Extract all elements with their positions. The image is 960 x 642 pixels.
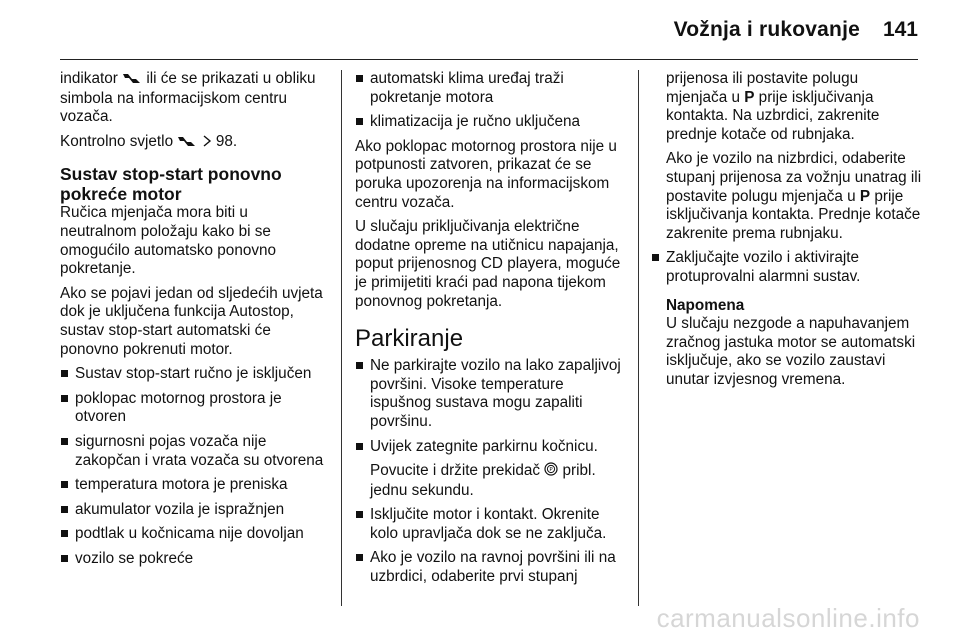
page-number: 141 bbox=[882, 18, 918, 41]
note-title: Napomena bbox=[666, 296, 745, 314]
section-title: Parkiranje bbox=[355, 325, 464, 353]
column-divider-right bbox=[638, 70, 639, 606]
paragraph: U slučaju priključivanja električne dodatne opreme na utičnicu napajanja, poput prijenosnog CD playera, moguće je primijetiti kraći pad napona tijekom ponovnog pokretanja. bbox=[355, 218, 621, 310]
paragraph: Ručica mjenjača mora biti u neutralnom položaju kako bi se omogućilo automatsko ponovno pokretanje. bbox=[60, 204, 276, 278]
list-item: Ako je vozilo na ravnoj površini ili na uzbrdici, odaberite prvi stupanj bbox=[355, 549, 625, 586]
list-item: temperatura motora je preniska bbox=[60, 476, 328, 495]
list-item: sigurnosni pojas vozača nije zakopčan i vrata vozača su otvorena bbox=[60, 433, 328, 470]
paragraph: prijenosa ili postavite polugu mjenjača u P prije isključivanja kontakta. Na uzbrdici, zakrenite prednje kotače od rubnjaka. bbox=[666, 70, 880, 143]
list-item: poklopac motornog prostora je otvoren bbox=[60, 390, 328, 427]
bullet-list bbox=[651, 249, 923, 286]
list-item: Sustav stop-start ručno je isključen bbox=[60, 365, 328, 384]
page-reference-icon bbox=[202, 134, 212, 153]
bullet-list bbox=[60, 365, 328, 568]
list-item: vozilo se pokreće bbox=[60, 550, 328, 569]
paragraph: Kontrolno svjetlo 98. bbox=[60, 133, 328, 153]
column-3 bbox=[651, 70, 923, 396]
bullet-list bbox=[355, 357, 625, 587]
header-divider bbox=[60, 59, 918, 60]
list-item: Isključite motor i kontakt. Okrenite kolo upravljača dok se ne zaključa. bbox=[355, 506, 625, 543]
list-item: Zaključajte vozilo i aktivirajte protuprovalni alarmni sustav. bbox=[651, 249, 923, 286]
note-text: U slučaju nezgode a napuhavanjem zračnog jastuka motor se automatski isključuje, ako se vozilo zaustavi unutar izvjesnog vremena. bbox=[666, 315, 916, 388]
column-1 bbox=[60, 70, 328, 574]
parking-brake-icon bbox=[544, 462, 558, 482]
paragraph: Ako je vozilo na nizbrdici, odaberite stupanj prijenosa za vožnju unatrag ili postavite polugu mjenjača u P prije isključivanja kontakta. Prednje kotače zakrenite prema rubnjaku. bbox=[666, 150, 922, 242]
list-item: Ne parkirajte vozilo na lako zapaljivoj površini. Visoke temperature ispušnog sustava mogu zapaliti površinu. bbox=[355, 357, 625, 431]
list-item-continuation: Povucite i držite prekidač P pribl. jednu sekundu. bbox=[370, 462, 596, 499]
autostop-warning-icon bbox=[177, 134, 197, 153]
paragraph: indikator ili će se prikazati u obliku simbola na informacijskom centru vozača. bbox=[60, 70, 316, 126]
list-item: automatski klima uređaj traži pokretanje motora bbox=[355, 70, 625, 107]
page-title: Vožnja i rukovanje bbox=[673, 18, 860, 41]
autostop-warning-icon bbox=[122, 71, 142, 90]
column-divider-left bbox=[341, 70, 342, 606]
list-item: Uvijek zategnite parkirnu kočnicu. Povucite i držite prekidač P pribl. jednu sekundu. bbox=[355, 438, 625, 501]
list-item: akumulator vozila je ispražnjen bbox=[60, 501, 328, 520]
paragraph: Ako poklopac motornog prostora nije u potpunosti zatvoren, prikazat će se poruka upozorenja na informacijskom centru vozača. bbox=[355, 137, 617, 211]
list-item: klimatizacija je ručno uključena bbox=[355, 113, 625, 132]
svg-text:P: P bbox=[549, 467, 553, 474]
page-header bbox=[0, 0, 960, 60]
section-title: Sustav stop-start ponovno pokreće motor bbox=[60, 164, 282, 205]
list-item: podtlak u kočnicama nije dovoljan bbox=[60, 525, 328, 544]
column-2 bbox=[355, 70, 625, 593]
bullet-list bbox=[355, 70, 625, 132]
paragraph: Ako se pojavi jedan od sljedećih uvjeta dok je uključena funkcija Autostop, sustav stop-start automatski će ponovno pokrenuti motor. bbox=[60, 284, 323, 358]
watermark: carmanualsonline.info bbox=[656, 603, 920, 633]
